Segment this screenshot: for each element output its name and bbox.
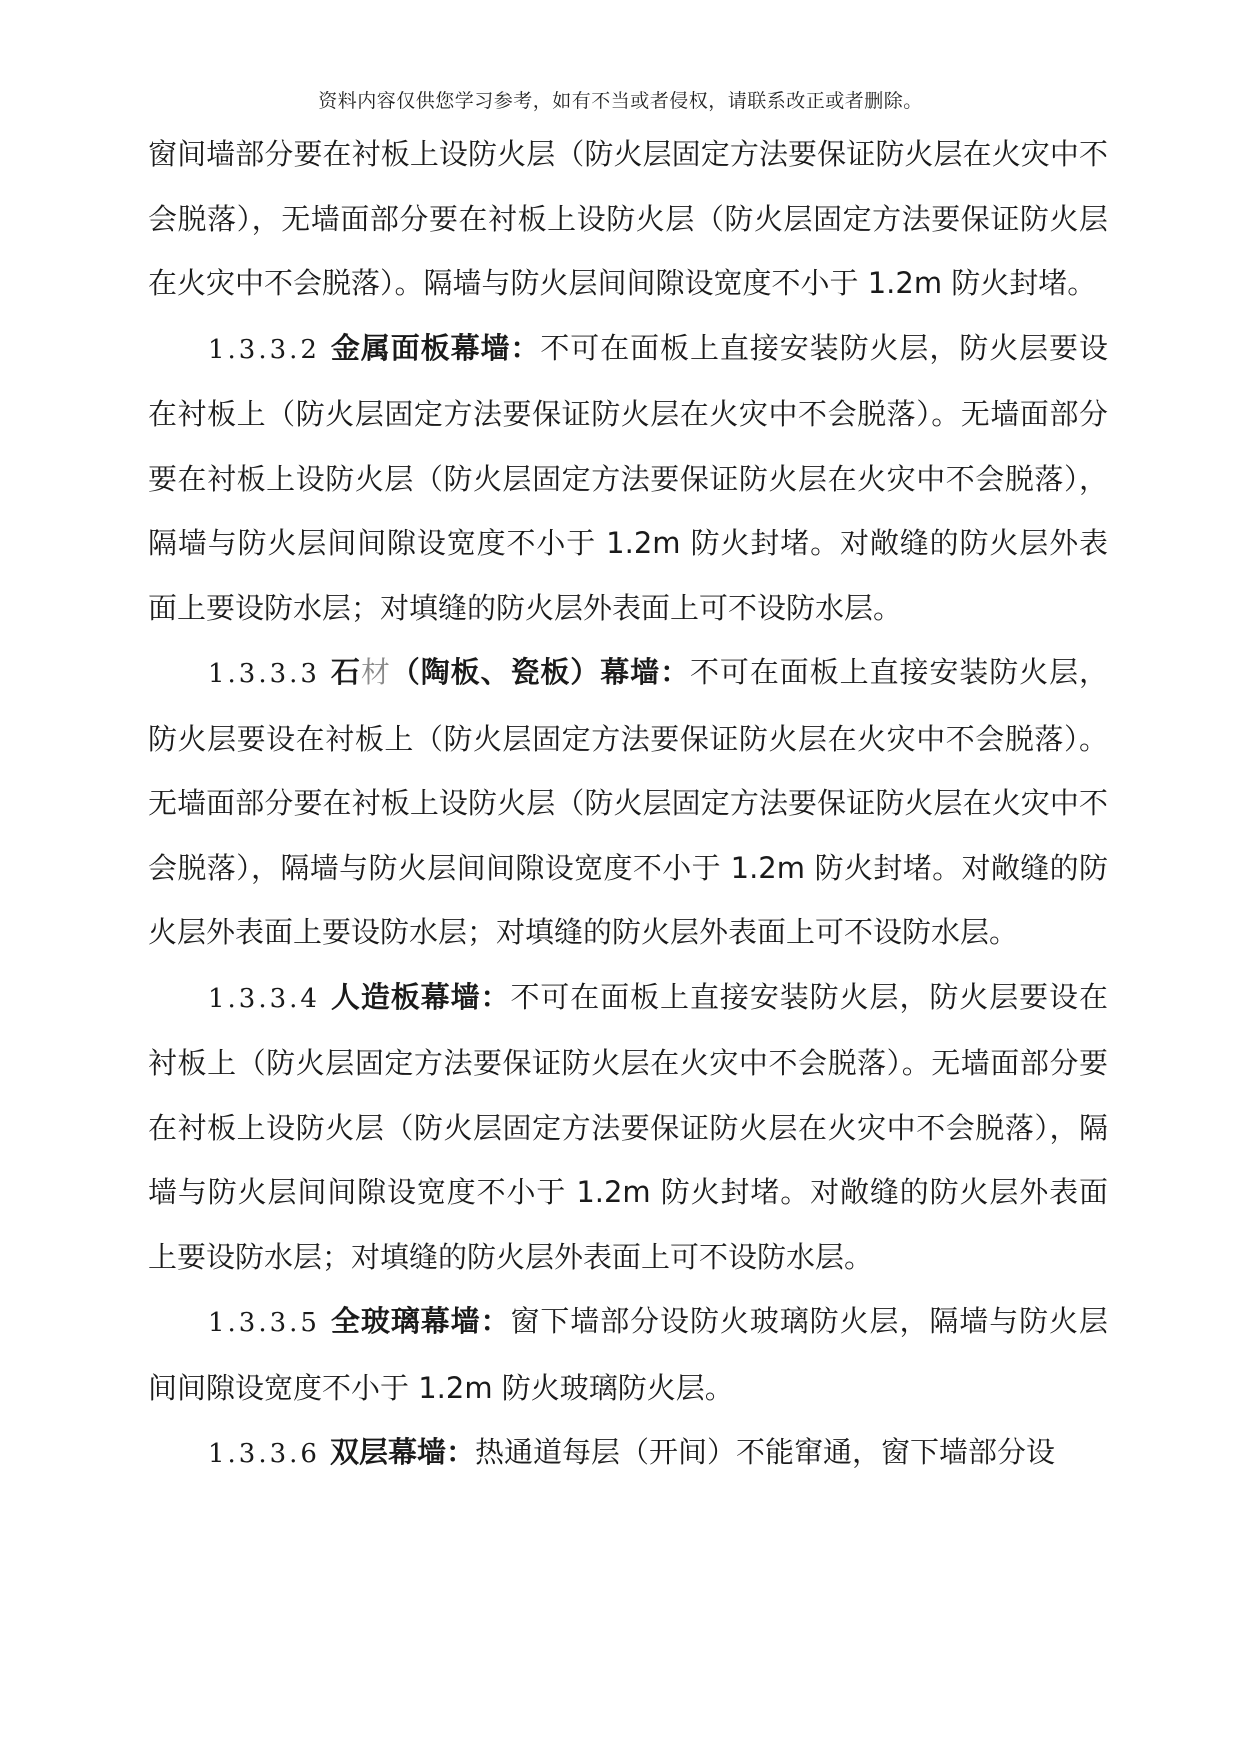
paragraph-text: 窗下墙部分设防火玻璃防火层，隔墙与防火层间间隙设宽度不小于 1.2m 防火玻璃防火层。 <box>148 1304 1108 1405</box>
paragraph-text: 窗间墙部分要在衬板上设防火层（防火层固定方法要保证防火层在火灾中不会脱落），无墙面部分要在衬板上设防火层（防火层固定方法要保证防火层在火灾中不会脱落）。隔墙与防火层间间隙设宽度不小于 1.2m 防火封堵。 <box>148 137 1108 300</box>
paragraph-text: 热通道每层（开间）不能窜通，窗下墙部分设 <box>474 1435 1055 1469</box>
paragraph-text: 不可在面板上直接安装防火层，防火层要设在衬板上（防火层固定方法要保证防火层在火灾中不会脱落）。无墙面部分要在衬板上设防火层（防火层固定方法要保证防火层在火灾中不会脱落），隔墙与防火层间间隙设宽度不小于 1.2m 防火封堵。对敞缝的防火层外表面上要设防水层；对填缝的防火层外表面上可不设防水层。 <box>148 979 1108 1274</box>
section-1-3-3-2 <box>148 316 1108 641</box>
section-number: 1.3.3.3 <box>208 659 320 689</box>
section-1-3-3-4 <box>148 965 1108 1290</box>
section-1-3-3-5 <box>148 1289 1108 1420</box>
section-1-3-3-3 <box>148 640 1108 965</box>
section-term-part: （陶板、瓷板）幕墙： <box>390 655 690 689</box>
document-body <box>148 122 1108 1487</box>
section-term-faded-char: 材 <box>360 655 391 689</box>
section-term: 人造板幕墙： <box>329 979 511 1014</box>
section-term: 全玻璃幕墙： <box>329 1304 511 1338</box>
section-term: 双层幕墙： <box>329 1435 475 1469</box>
section-number: 1.3.3.6 <box>208 1439 320 1469</box>
section-term: 金属面板幕墙： <box>329 330 541 365</box>
section-term <box>330 655 690 689</box>
section-term-part: 石 <box>329 655 361 689</box>
section-number: 1.3.3.2 <box>208 334 320 365</box>
section-number: 1.3.3.5 <box>208 1308 320 1338</box>
copyright-notice: 资料内容仅供您学习参考，如有不当或者侵权，请联系改正或者删除。 <box>318 90 923 112</box>
paragraph-text: 不可在面板上直接安装防火层，防火层要设在衬板上（防火层固定方法要保证防火层在火灾中不会脱落）。无墙面部分要在衬板上设防火层（防火层固定方法要保证防火层在火灾中不会脱落），隔墙与防火层间间隙设宽度不小于 1.2m 防火封堵。对敞缝的防火层外表面上要设防水层；对填缝的防火层外表面上可不设防水层。 <box>148 330 1108 625</box>
section-1-3-3-6 <box>148 1420 1108 1487</box>
section-number: 1.3.3.4 <box>208 983 320 1014</box>
paragraph-text: 不可在面板上直接安装防火层，防火层要设在衬板上（防火层固定方法要保证防火层在火灾中不会脱落）。无墙面部分要在衬板上设防火层（防火层固定方法要保证防火层在火灾中不会脱落），隔墙与防火层间间隙设宽度不小于 1.2m 防火封堵。对敞缝的防火层外表面上要设防水层；对填缝的防火层外表面上可不设防水层。 <box>148 655 1108 949</box>
paragraph-continuation <box>148 122 1108 316</box>
